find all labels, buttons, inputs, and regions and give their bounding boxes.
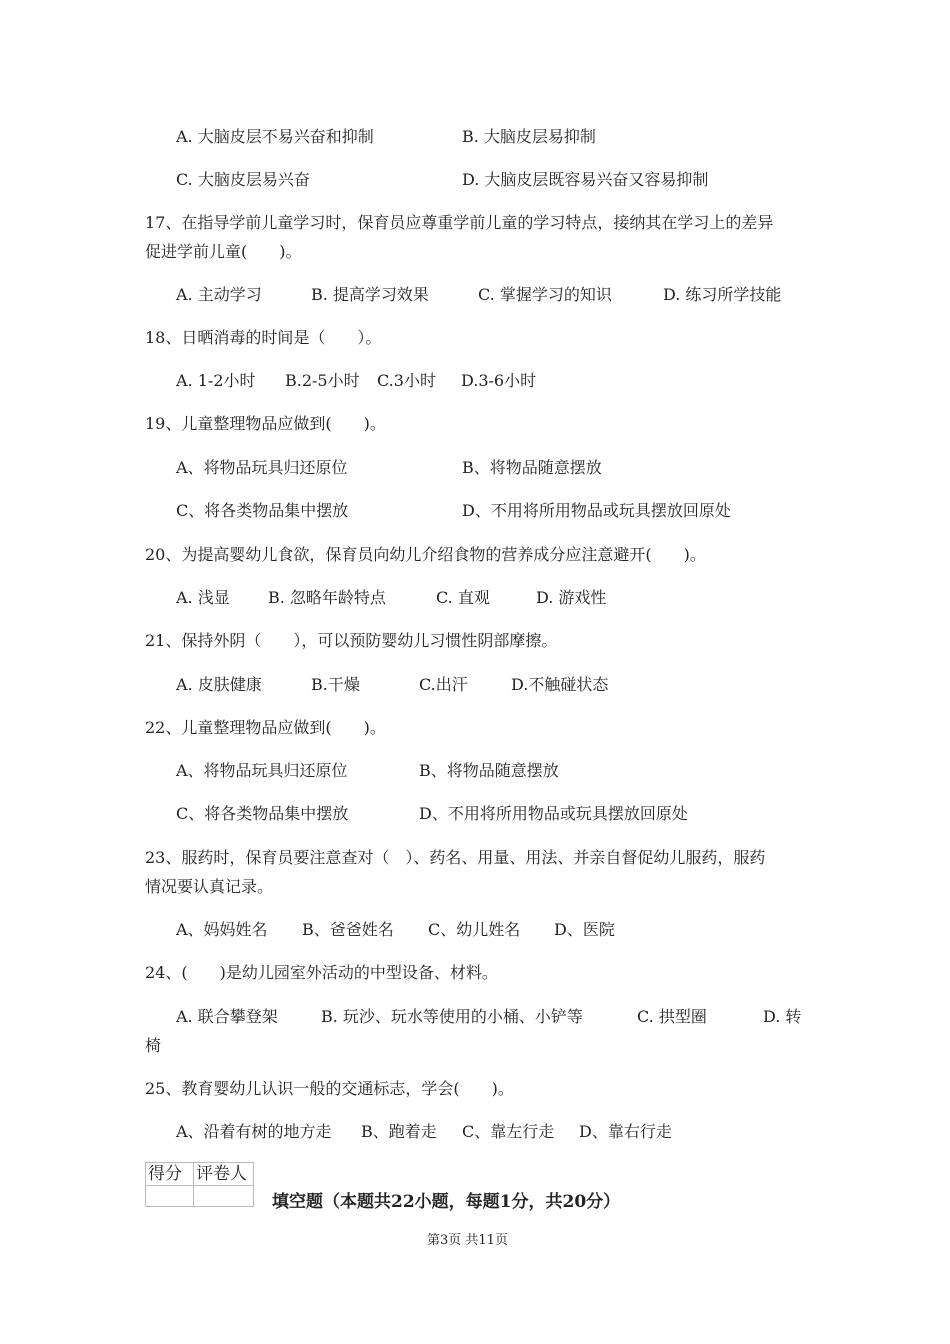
- q20-option-c: C. 直观: [436, 588, 490, 607]
- q19-option-a: A、将物品玩具归还原位: [176, 458, 348, 477]
- grader-label: 评卷人: [196, 1164, 247, 1184]
- q19-stem: 19、儿童整理物品应做到( )。: [145, 414, 386, 433]
- q16-option-b: B. 大脑皮层易抑制: [462, 127, 596, 146]
- q20-option-b: B. 忽略年龄特点: [268, 588, 386, 607]
- q18-option-d: D.3-6小时: [461, 371, 537, 390]
- q22-option-b: B、将物品随意摆放: [419, 761, 559, 780]
- q21-option-d: D.不触碰状态: [511, 675, 609, 694]
- q18-option-a: A. 1-2小时: [176, 371, 256, 390]
- q19-option-b: B、将物品随意摆放: [462, 458, 602, 477]
- q25-option-d: D、靠右行走: [579, 1122, 672, 1141]
- q24-option-b: B. 玩沙、玩水等使用的小桶、小铲等: [321, 1007, 583, 1026]
- grader-cell-blank: [193, 1185, 254, 1207]
- q17-option-d: D. 练习所学技能: [663, 285, 782, 304]
- q25-option-c: C、靠左行走: [462, 1122, 555, 1141]
- q23-option-c: C、幼儿姓名: [428, 920, 521, 939]
- q17-option-c: C. 掌握学习的知识: [478, 285, 612, 304]
- score-label: 得分: [148, 1164, 182, 1184]
- q17-stem-line1: 17、在指导学前儿童学习时，保育员应尊重学前儿童的学习特点，接纳其在学习上的差异: [145, 213, 774, 232]
- q17-stem-line2: 促进学前儿童( )。: [145, 242, 302, 261]
- q23-stem-line2: 情况要认真记录。: [145, 877, 274, 896]
- q19-option-d: D、不用将所用物品或玩具摆放回原处: [462, 501, 731, 520]
- q21-option-b: B.干燥: [311, 675, 360, 694]
- q25-stem: 25、教育婴幼儿认识一般的交通标志，学会( )。: [145, 1079, 514, 1098]
- q23-stem-line1: 23、服药时，保育员要注意查对（ ）、药名、用量、用法、并亲自督促幼儿服药，服药: [145, 848, 766, 867]
- q20-option-d: D. 游戏性: [536, 588, 607, 607]
- score-cell-blank: [145, 1185, 194, 1207]
- page-footer: 第3页 共11页: [427, 1233, 508, 1248]
- q16-option-d: D. 大脑皮层既容易兴奋又容易抑制: [462, 170, 709, 189]
- q22-option-c: C、将各类物品集中摆放: [176, 804, 349, 823]
- q23-option-b: B、爸爸姓名: [302, 920, 394, 939]
- q19-option-c: C、将各类物品集中摆放: [176, 501, 349, 520]
- q24-option-d-continued: 椅: [145, 1036, 162, 1055]
- q24-stem: 24、( )是幼儿园室外活动的中型设备、材料。: [145, 963, 498, 982]
- q17-option-b: B. 提高学习效果: [311, 285, 429, 304]
- q16-option-a: A. 大脑皮层不易兴奋和抑制: [176, 127, 374, 146]
- q17-option-a: A. 主动学习: [176, 285, 262, 304]
- q25-option-b: B、跑着走: [361, 1122, 437, 1141]
- q22-stem: 22、儿童整理物品应做到( )。: [145, 718, 386, 737]
- q22-option-a: A、将物品玩具归还原位: [176, 761, 348, 780]
- q18-option-b: B.2-5小时: [285, 371, 360, 390]
- q24-option-a: A. 联合攀登架: [176, 1007, 278, 1026]
- q25-option-a: A、沿着有树的地方走: [176, 1122, 332, 1141]
- q23-option-a: A、妈妈姓名: [176, 920, 268, 939]
- q21-option-a: A. 皮肤健康: [176, 675, 262, 694]
- q18-stem: 18、日晒消毒的时间是（ ）。: [145, 328, 382, 347]
- q18-option-c: C.3小时: [377, 371, 436, 390]
- q24-option-d: D. 转: [763, 1007, 802, 1026]
- q22-option-d: D、不用将所用物品或玩具摆放回原处: [419, 804, 688, 823]
- q20-stem: 20、为提高婴幼儿食欲，保育员向幼儿介绍食物的营养成分应注意避开( )。: [145, 545, 706, 564]
- section-title: 填空题（本题共22小题，每题1分，共20分）: [272, 1192, 621, 1212]
- q24-option-c: C. 拱型圈: [637, 1007, 707, 1026]
- q16-option-c: C. 大脑皮层易兴奋: [176, 170, 310, 189]
- q23-option-d: D、医院: [554, 920, 615, 939]
- q21-stem: 21、保持外阴（ ），可以预防婴幼儿习惯性阴部摩擦。: [145, 631, 558, 650]
- q21-option-c: C.出汗: [419, 675, 468, 694]
- q20-option-a: A. 浅显: [176, 588, 230, 607]
